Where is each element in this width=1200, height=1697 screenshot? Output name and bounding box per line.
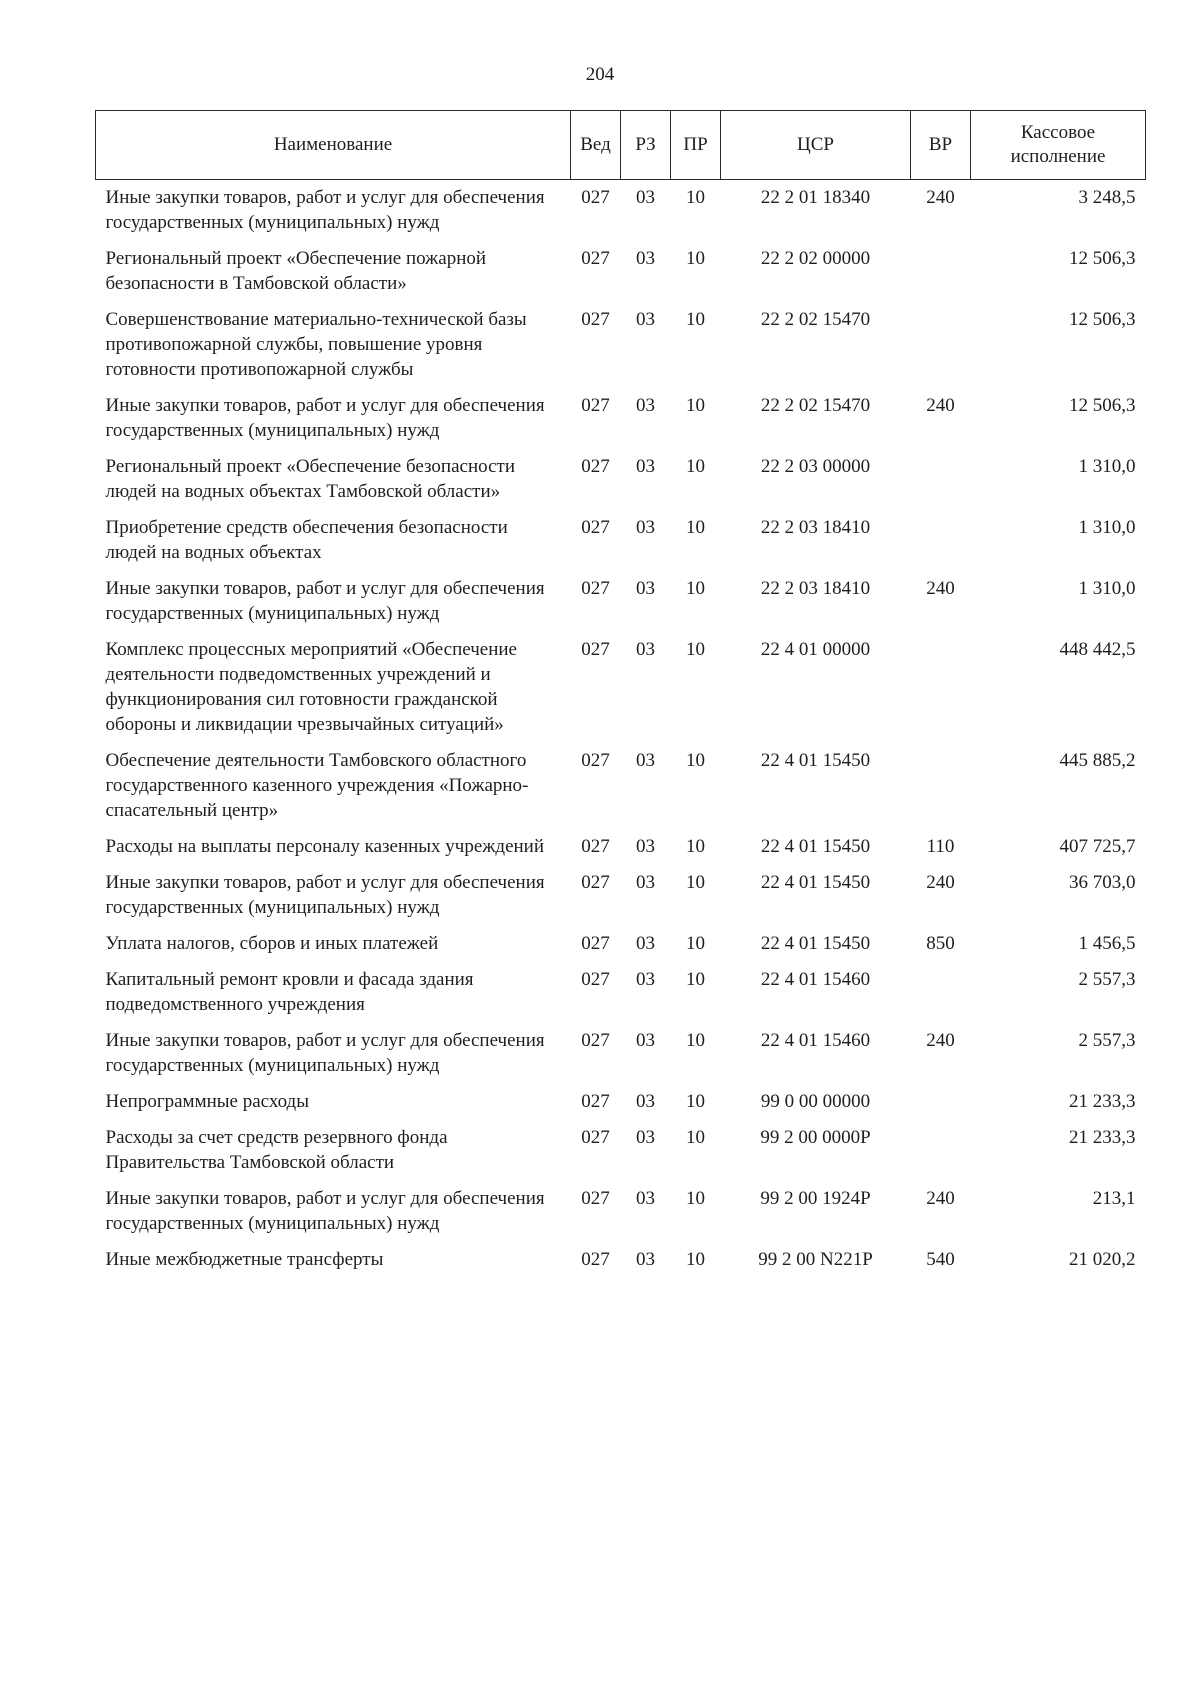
row-sum: 1 310,0 bbox=[1078, 578, 1136, 599]
row-sum: 21 233,3 bbox=[1069, 1127, 1136, 1148]
row-vr: 240 bbox=[926, 187, 955, 208]
table-row bbox=[96, 962, 1146, 1023]
table-row bbox=[96, 180, 1146, 242]
row-pr: 10 bbox=[686, 1249, 705, 1270]
row-ved: 027 bbox=[581, 248, 610, 269]
row-sum: 21 233,3 bbox=[1069, 1091, 1136, 1112]
row-ved: 027 bbox=[581, 969, 610, 990]
row-vr: 240 bbox=[926, 1188, 955, 1209]
row-sum: 213,1 bbox=[1092, 1188, 1136, 1209]
row-sum: 445 885,2 bbox=[1059, 750, 1136, 771]
row-name: Уплата налогов, сборов и иных платежей bbox=[105, 933, 439, 954]
row-csr: 22 2 03 00000 bbox=[760, 456, 871, 477]
table-row bbox=[96, 1084, 1146, 1120]
row-pr: 10 bbox=[686, 578, 705, 599]
row-vr: 240 bbox=[926, 872, 955, 893]
row-sum: 12 506,3 bbox=[1069, 395, 1136, 416]
row-ved: 027 bbox=[581, 639, 610, 660]
row-ved: 027 bbox=[581, 1091, 610, 1112]
row-name: Иные закупки товаров, работ и услуг для обеспечения государственных (муниципальных) нужд bbox=[105, 395, 545, 441]
header-sum-line2: исполнение bbox=[1010, 146, 1106, 167]
row-rz: 03 bbox=[636, 639, 655, 660]
row-vr bbox=[911, 510, 971, 571]
row-name: Приобретение средств обеспечения безопасности людей на водных объектах bbox=[105, 517, 508, 563]
row-ved: 027 bbox=[581, 456, 610, 477]
row-sum: 12 506,3 bbox=[1069, 248, 1136, 269]
row-rz: 03 bbox=[636, 750, 655, 771]
row-pr: 10 bbox=[686, 1030, 705, 1051]
row-name: Непрограммные расходы bbox=[105, 1091, 309, 1112]
row-rz: 03 bbox=[636, 1030, 655, 1051]
row-pr: 10 bbox=[686, 969, 705, 990]
row-vr bbox=[911, 632, 971, 743]
row-sum: 21 020,2 bbox=[1069, 1249, 1136, 1270]
table-row bbox=[96, 302, 1146, 388]
row-rz: 03 bbox=[636, 187, 655, 208]
header-rz: РЗ bbox=[621, 111, 671, 180]
row-pr: 10 bbox=[686, 1188, 705, 1209]
row-sum: 407 725,7 bbox=[1059, 836, 1136, 857]
table-header bbox=[96, 111, 1146, 180]
row-rz: 03 bbox=[636, 836, 655, 857]
row-vr: 240 bbox=[926, 578, 955, 599]
row-csr: 99 2 00 0000Р bbox=[760, 1127, 871, 1148]
row-ved: 027 bbox=[581, 578, 610, 599]
row-rz: 03 bbox=[636, 1091, 655, 1112]
row-ved: 027 bbox=[581, 872, 610, 893]
table-row bbox=[96, 829, 1146, 865]
row-csr: 22 4 01 15460 bbox=[760, 1030, 871, 1051]
row-sum: 448 442,5 bbox=[1059, 639, 1136, 660]
row-name: Иные закупки товаров, работ и услуг для обеспечения государственных (муниципальных) нужд bbox=[105, 1188, 545, 1234]
row-sum: 1 456,5 bbox=[1078, 933, 1136, 954]
table-row bbox=[96, 1181, 1146, 1242]
row-vr: 540 bbox=[926, 1249, 955, 1270]
row-ved: 027 bbox=[581, 1249, 610, 1270]
row-csr: 22 4 01 15450 bbox=[760, 836, 871, 857]
row-csr: 22 4 01 00000 bbox=[760, 639, 871, 660]
row-pr: 10 bbox=[686, 395, 705, 416]
row-pr: 10 bbox=[686, 456, 705, 477]
row-vr bbox=[911, 1084, 971, 1120]
row-rz: 03 bbox=[636, 872, 655, 893]
row-sum: 1 310,0 bbox=[1078, 517, 1136, 538]
table-row bbox=[96, 926, 1146, 962]
row-ved: 027 bbox=[581, 750, 610, 771]
row-pr: 10 bbox=[686, 187, 705, 208]
header-csr: ЦСР bbox=[721, 111, 911, 180]
table-row bbox=[96, 571, 1146, 632]
row-ved: 027 bbox=[581, 395, 610, 416]
row-name: Иные закупки товаров, работ и услуг для обеспечения государственных (муниципальных) нужд bbox=[105, 187, 545, 233]
header-vr: ВР bbox=[911, 111, 971, 180]
row-csr: 22 4 01 15460 bbox=[760, 969, 871, 990]
row-ved: 027 bbox=[581, 1127, 610, 1148]
row-csr: 22 2 03 18410 bbox=[760, 517, 871, 538]
table-row bbox=[96, 632, 1146, 743]
header-ved: Вед bbox=[571, 111, 621, 180]
row-pr: 10 bbox=[686, 933, 705, 954]
row-csr: 22 2 02 15470 bbox=[760, 309, 871, 330]
header-sum bbox=[971, 111, 1146, 180]
row-vr bbox=[911, 449, 971, 510]
page-number: 204 bbox=[585, 64, 615, 85]
row-rz: 03 bbox=[636, 248, 655, 269]
row-vr bbox=[911, 962, 971, 1023]
row-rz: 03 bbox=[636, 933, 655, 954]
row-sum: 3 248,5 bbox=[1078, 187, 1136, 208]
row-csr: 22 4 01 15450 bbox=[760, 933, 871, 954]
row-vr: 240 bbox=[926, 395, 955, 416]
row-ved: 027 bbox=[581, 1030, 610, 1051]
row-csr: 99 2 00 N221Р bbox=[758, 1249, 873, 1270]
row-sum: 1 310,0 bbox=[1078, 456, 1136, 477]
row-pr: 10 bbox=[686, 517, 705, 538]
row-name: Региональный проект «Обеспечение пожарной безопасности в Тамбовской области» bbox=[105, 248, 487, 294]
budget-execution-table bbox=[95, 110, 1146, 1278]
row-csr: 22 4 01 15450 bbox=[760, 750, 871, 771]
row-name: Совершенствование материально-технической базы противопожарной службы, повышение уровня готовности противопожарной службы bbox=[105, 309, 527, 380]
row-name: Иные закупки товаров, работ и услуг для обеспечения государственных (муниципальных) нужд bbox=[105, 1030, 545, 1076]
row-ved: 027 bbox=[581, 1188, 610, 1209]
row-csr: 22 4 01 15450 bbox=[760, 872, 871, 893]
row-ved: 027 bbox=[581, 309, 610, 330]
row-name: Капитальный ремонт кровли и фасада здания подведомственного учреждения bbox=[105, 969, 474, 1015]
row-rz: 03 bbox=[636, 309, 655, 330]
row-vr bbox=[911, 241, 971, 302]
table-row bbox=[96, 388, 1146, 449]
row-name: Иные межбюджетные трансферты bbox=[105, 1249, 384, 1270]
row-vr: 240 bbox=[926, 1030, 955, 1051]
header-pr: ПР bbox=[671, 111, 721, 180]
row-pr: 10 bbox=[686, 309, 705, 330]
header-name: Наименование bbox=[96, 111, 571, 180]
table-row bbox=[96, 865, 1146, 926]
row-name: Региональный проект «Обеспечение безопасности людей на водных объектах Тамбовской области» bbox=[105, 456, 516, 502]
table-body bbox=[96, 180, 1146, 1279]
row-rz: 03 bbox=[636, 395, 655, 416]
row-rz: 03 bbox=[636, 969, 655, 990]
row-name: Иные закупки товаров, работ и услуг для обеспечения государственных (муниципальных) нужд bbox=[105, 872, 545, 918]
row-sum: 2 557,3 bbox=[1078, 969, 1136, 990]
row-pr: 10 bbox=[686, 248, 705, 269]
row-ved: 027 bbox=[581, 836, 610, 857]
table-row bbox=[96, 449, 1146, 510]
row-pr: 10 bbox=[686, 1127, 705, 1148]
row-rz: 03 bbox=[636, 1127, 655, 1148]
row-csr: 99 2 00 1924Р bbox=[760, 1188, 871, 1209]
row-name: Расходы на выплаты персоналу казенных учреждений bbox=[105, 836, 545, 857]
row-pr: 10 bbox=[686, 639, 705, 660]
row-rz: 03 bbox=[636, 578, 655, 599]
row-vr: 110 bbox=[926, 836, 955, 857]
row-rz: 03 bbox=[636, 1188, 655, 1209]
row-vr bbox=[911, 302, 971, 388]
row-csr: 22 2 02 15470 bbox=[760, 395, 871, 416]
row-csr: 22 2 02 00000 bbox=[760, 248, 871, 269]
row-csr: 22 2 03 18410 bbox=[760, 578, 871, 599]
row-sum: 12 506,3 bbox=[1069, 309, 1136, 330]
row-csr: 99 0 00 00000 bbox=[760, 1091, 871, 1112]
row-ved: 027 bbox=[581, 933, 610, 954]
table-row bbox=[96, 241, 1146, 302]
row-pr: 10 bbox=[686, 750, 705, 771]
row-rz: 03 bbox=[636, 517, 655, 538]
table-row bbox=[96, 743, 1146, 829]
table-row bbox=[96, 1120, 1146, 1181]
row-name: Иные закупки товаров, работ и услуг для обеспечения государственных (муниципальных) нужд bbox=[105, 578, 545, 624]
header-sum-line1: Кассовое bbox=[1020, 122, 1096, 143]
row-pr: 10 bbox=[686, 872, 705, 893]
row-rz: 03 bbox=[636, 456, 655, 477]
row-pr: 10 bbox=[686, 1091, 705, 1112]
row-pr: 10 bbox=[686, 836, 705, 857]
row-vr bbox=[911, 743, 971, 829]
row-sum: 36 703,0 bbox=[1069, 872, 1136, 893]
row-csr: 22 2 01 18340 bbox=[760, 187, 871, 208]
row-name: Обеспечение деятельности Тамбовского областного государственного казенного учреждения «Пожарно-спасательный центр» bbox=[105, 750, 529, 821]
table-row bbox=[96, 1242, 1146, 1278]
row-ved: 027 bbox=[581, 517, 610, 538]
row-ved: 027 bbox=[581, 187, 610, 208]
row-rz: 03 bbox=[636, 1249, 655, 1270]
row-vr: 850 bbox=[926, 933, 955, 954]
table-row bbox=[96, 1023, 1146, 1084]
row-vr bbox=[911, 1120, 971, 1181]
row-name: Расходы за счет средств резервного фонда Правительства Тамбовской области bbox=[105, 1127, 448, 1173]
row-name: Комплекс процессных мероприятий «Обеспечение деятельности подведомственных учреждений и функционирования сил готовности гражданской обороны и ликвидации чрезвычайных ситуаций» bbox=[105, 639, 517, 735]
table-row bbox=[96, 510, 1146, 571]
row-sum: 2 557,3 bbox=[1078, 1030, 1136, 1051]
